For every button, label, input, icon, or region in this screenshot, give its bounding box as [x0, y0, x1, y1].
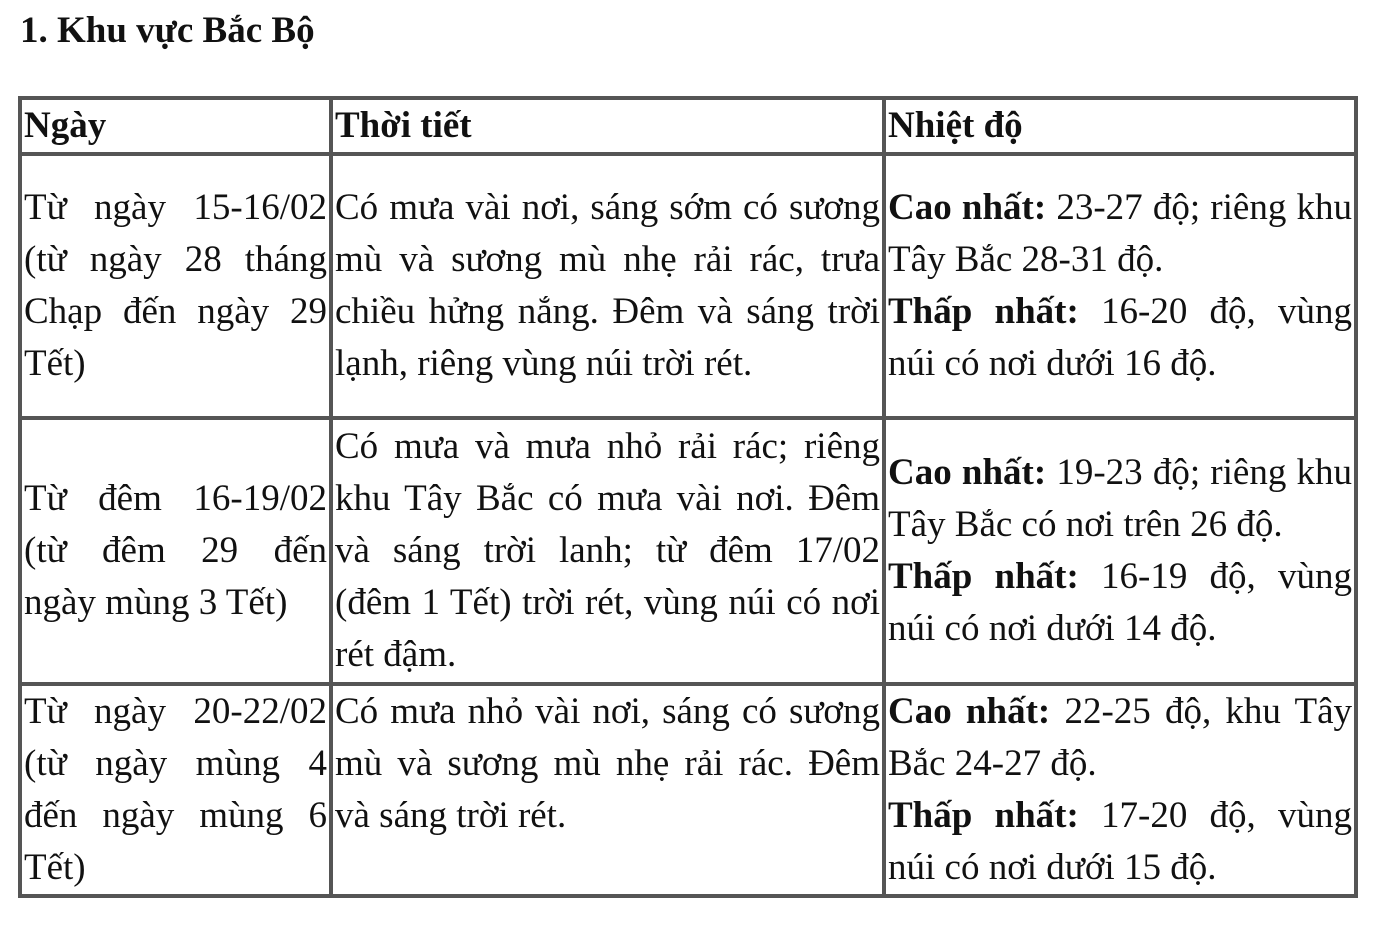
low-temperature: [888, 790, 1352, 894]
low-value: 17-20 độ, vùng núi có nơi dưới 15 độ.: [888, 795, 1352, 888]
column-header-temperature: Nhiệt độ: [884, 98, 1356, 154]
table-row: [20, 684, 1356, 896]
table-row: [20, 418, 1356, 684]
low-label: Thấp nhất:: [888, 795, 1079, 836]
high-temperature: [888, 182, 1352, 286]
temperature-cell: [884, 154, 1356, 418]
low-label: Thấp nhất:: [888, 556, 1079, 597]
column-header-date: Ngày: [20, 98, 331, 154]
low-value: 16-20 độ, vùng núi có nơi dưới 16 độ.: [888, 291, 1352, 384]
table-header-row: [20, 98, 1356, 154]
date-cell: Từ đêm 16-19/02 (từ đêm 29 đến ngày mùng 3 Tết): [20, 418, 331, 684]
high-value: 19-23 độ; riêng khu Tây Bắc có nơi trên 26 độ.: [888, 452, 1352, 545]
high-temperature: [888, 686, 1352, 790]
forecast-table: [18, 96, 1358, 898]
section-heading: 1. Khu vực Bắc Bộ: [20, 10, 315, 51]
column-header-weather: Thời tiết: [331, 98, 884, 154]
temperature-cell: [884, 418, 1356, 684]
high-label: Cao nhất:: [888, 691, 1051, 732]
date-cell: Từ ngày 20-22/02 (từ ngày mùng 4 đến ngày mùng 6 Tết): [20, 684, 331, 896]
high-value: 22-25 độ, khu Tây Bắc 24-27 độ.: [888, 691, 1352, 784]
low-label: Thấp nhất:: [888, 291, 1079, 332]
date-cell: Từ ngày 15-16/02 (từ ngày 28 tháng Chạp đến ngày 29 Tết): [20, 154, 331, 418]
high-value: 23-27 độ; riêng khu Tây Bắc 28-31 độ.: [888, 187, 1352, 280]
weather-cell: Có mưa nhỏ vài nơi, sáng có sương mù và sương mù nhẹ rải rác. Đêm và sáng trời rét.: [331, 684, 884, 896]
weather-cell: Có mưa vài nơi, sáng sớm có sương mù và sương mù nhẹ rải rác, trưa chiều hửng nắng. Đêm và sáng trời lạnh, riêng vùng núi trời rét.: [331, 154, 884, 418]
weather-cell: Có mưa và mưa nhỏ rải rác; riêng khu Tây Bắc có mưa vài nơi. Đêm và sáng trời lanh; từ đêm 17/02 (đêm 1 Tết) trời rét, vùng núi có nơi rét đậm.: [331, 418, 884, 684]
low-value: 16-19 độ, vùng núi có nơi dưới 14 độ.: [888, 556, 1352, 649]
high-temperature: [888, 447, 1352, 551]
high-label: Cao nhất:: [888, 187, 1047, 228]
low-temperature: [888, 286, 1352, 390]
high-label: Cao nhất:: [888, 452, 1047, 493]
table-row: [20, 154, 1356, 418]
temperature-cell: [884, 684, 1356, 896]
low-temperature: [888, 551, 1352, 655]
